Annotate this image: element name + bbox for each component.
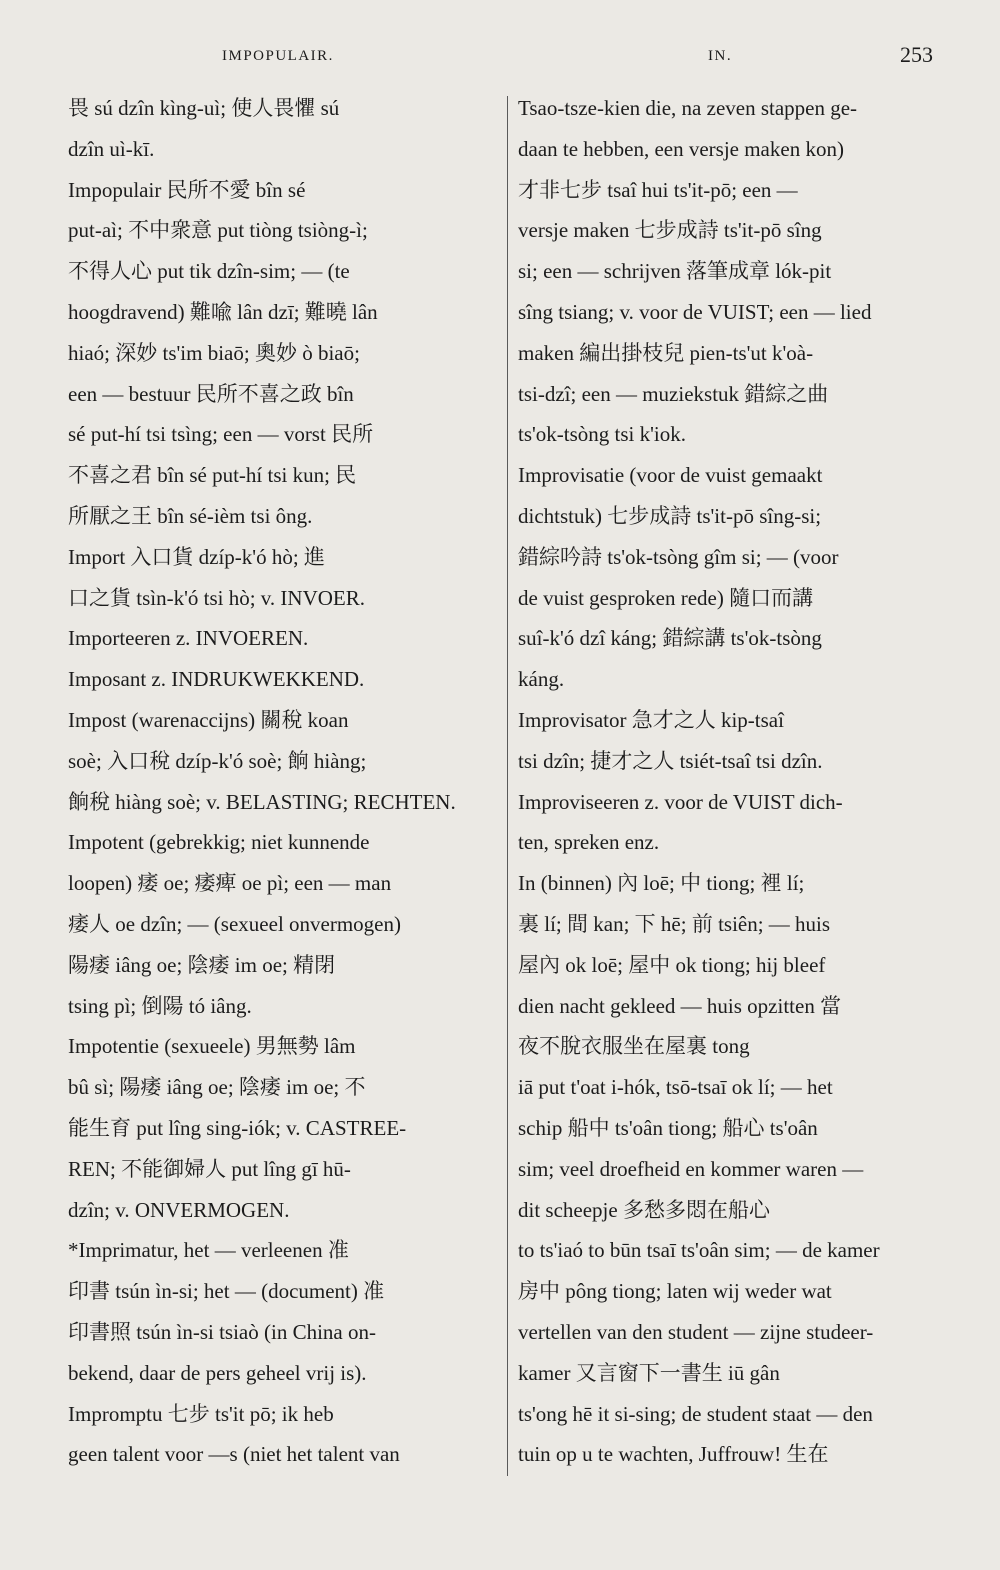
- right-column-line: 錯綜吟詩 ts'ok-tsòng gîm si; — (voor: [518, 544, 839, 569]
- left-column-line: 能生育 put lîng sing-iók; v. CASTREE-: [68, 1115, 407, 1140]
- left-column-line: tsing pì; 倒陽 tó iâng.: [68, 993, 252, 1018]
- right-column-line: ts'ok-tsòng tsi k'iok.: [518, 422, 686, 447]
- left-column-line: bû sì; 陽痿 iâng oe; 陰痿 im oe; 不: [68, 1075, 366, 1100]
- column-divider: [507, 96, 508, 1476]
- left-column-line: 畏 sú dzîn kìng-uì; 使人畏懼 sú: [68, 96, 340, 120]
- left-column-line: Impromptu 七步 ts'it pō; ik heb: [68, 1401, 334, 1426]
- right-column-line: 才非七步 tsaî hui ts'it-pō; een —: [518, 177, 798, 202]
- right-column-line: ts'ong hē it si-sing; de student staat — den: [518, 1401, 873, 1426]
- right-column-line: suî-k'ó dzî káng; 錯綜講 ts'ok-tsòng: [518, 626, 822, 651]
- right-column-line: dien nacht gekleed — huis opzitten 當: [518, 993, 842, 1018]
- left-column-line: 印書 tsún ìn-si; het — (document) 准: [68, 1279, 385, 1304]
- left-column-line: hiaó; 深妙 ts'im biaō; 奧妙 ò biaō;: [68, 340, 360, 365]
- right-column-line: kamer 又言窗下一書生 iū gân: [518, 1360, 780, 1385]
- left-column-line: geen talent voor —s (niet het talent van: [68, 1442, 400, 1467]
- right-column-line: versje maken 七步成詩 ts'it-pō sîng: [518, 218, 822, 243]
- left-column-line: 不得人心 put tik dzîn-sim; — (te: [68, 259, 350, 284]
- left-column: [68, 88, 498, 1475]
- right-column-line: vertellen van den student — zijne studeer-: [518, 1319, 874, 1344]
- left-column-line: dzîn uì-kī.: [68, 136, 155, 161]
- right-column-line: ten, spreken enz.: [518, 830, 660, 855]
- left-column-line: Import 入口貨 dzíp-k'ó hò; 進: [68, 544, 325, 569]
- left-column-line: 所厭之王 bîn sé-ièm tsi ông.: [68, 503, 313, 528]
- left-column-line: sé put-hí tsi tsìng; een — vorst 民所: [68, 422, 374, 447]
- left-column-line: Impotent (gebrekkig; niet kunnende: [68, 830, 370, 855]
- right-column: [518, 88, 948, 1475]
- right-column-line: de vuist gesproken rede) 隨口而講: [518, 585, 814, 610]
- left-column-line: put-aì; 不中衆意 put tiòng tsiòng-ì;: [68, 218, 368, 243]
- right-column-line: tuin op u te wachten, Juffrouw! 生在: [518, 1442, 829, 1467]
- right-column-line: dichtstuk) 七步成詩 ts'it-pō sîng-si;: [518, 503, 822, 528]
- right-column-line: schip 船中 ts'oân tiong; 船心 ts'oân: [518, 1115, 818, 1140]
- right-column-line: 夜不脫衣服坐在屋裏 tong: [518, 1034, 750, 1059]
- right-column-line: daan te hebben, een versje maken kon): [518, 136, 844, 161]
- right-header-word: IN.: [708, 48, 733, 64]
- right-column-line: maken 編出掛枝兒 pien-ts'ut k'oà-: [518, 340, 814, 365]
- left-column-line: loopen) 痿 oe; 痿痺 oe pì; een — man: [68, 871, 392, 896]
- left-column-line: 不喜之君 bîn sé put-hí tsi kun; 民: [68, 463, 357, 488]
- right-column-line: káng.: [518, 667, 565, 692]
- left-column-line: Imposant z. INDRUKWEKKEND.: [68, 667, 365, 692]
- left-column-line: 陽痿 iâng oe; 陰痿 im oe; 精閉: [68, 952, 336, 977]
- right-column-line: In (binnen) 內 loē; 中 tiong; 裡 lí;: [518, 871, 805, 896]
- left-column-line: soè; 入口稅 dzíp-k'ó soè; 餉 hiàng;: [68, 748, 367, 773]
- left-column-line: 餉稅 hiàng soè; v. BELASTING; RECHTEN.: [68, 789, 456, 814]
- right-column-line: iā put t'oat i-hók, tsō-tsaī ok lí; — het: [518, 1075, 833, 1100]
- left-column-line: Impopulair 民所不愛 bîn sé: [68, 177, 306, 202]
- left-column-line: Importeeren z. INVOEREN.: [68, 626, 309, 651]
- page-number: 253: [900, 42, 933, 67]
- left-column-line: 痿人 oe dzîn; — (sexueel onvermogen): [68, 911, 401, 936]
- left-column-line: Impotentie (sexueele) 男無勢 lâm: [68, 1034, 356, 1059]
- right-column-line: Improvisator 急才之人 kip-tsaî: [518, 707, 784, 732]
- right-column-line: tsi dzîn; 捷才之人 tsiét-tsaî tsi dzîn.: [518, 748, 823, 773]
- right-column-line: sîng tsiang; v. voor de VUIST; een — lied: [518, 299, 872, 324]
- left-column-line: REN; 不能御婦人 put lîng gī hū-: [68, 1156, 351, 1181]
- left-column-line: hoogdravend) 難喩 lân dzī; 難曉 lân: [68, 299, 378, 324]
- left-column-line: 印書照 tsún ìn-si tsiaò (in China on-: [68, 1319, 376, 1344]
- running-head: [0, 44, 1000, 74]
- right-column-line: sim; veel droefheid en kommer waren —: [518, 1156, 864, 1181]
- left-column-line: dzîn; v. ONVERMOGEN.: [68, 1197, 290, 1222]
- right-column-line: si; een — schrijven 落筆成章 lók-pit: [518, 259, 832, 284]
- right-column-line: dit scheepje 多愁多悶在船心: [518, 1197, 770, 1222]
- left-column-line: *Imprimatur, het — verleenen 准: [68, 1238, 349, 1263]
- right-column-line: Improviseeren z. voor de VUIST dich-: [518, 789, 843, 814]
- right-column-line: 屋內 ok loē; 屋中 ok tiong; hij bleef: [518, 952, 826, 977]
- right-column-line: 房中 pông tiong; laten wij weder wat: [518, 1279, 832, 1304]
- left-header-word: IMPOPULAIR.: [222, 48, 334, 64]
- right-column-line: Improvisatie (voor de vuist gemaakt: [518, 463, 823, 488]
- left-column-line: Impost (warenaccijns) 關稅 koan: [68, 707, 349, 732]
- right-column-line: Tsao-tsze-kien die, na zeven stappen ge-: [518, 96, 858, 120]
- left-column-line: 口之貨 tsìn-k'ó tsi hò; v. INVOER.: [68, 585, 366, 610]
- right-column-line: to ts'iaó to būn tsaī ts'oân sim; — de kamer: [518, 1238, 880, 1263]
- left-column-line: bekend, daar de pers geheel vrij is).: [68, 1360, 367, 1385]
- left-column-line: een — bestuur 民所不喜之政 bîn: [68, 381, 354, 406]
- right-column-line: tsi-dzî; een — muziekstuk 錯綜之曲: [518, 381, 829, 406]
- right-column-line: 裏 lí; 間 kan; 下 hē; 前 tsiên; — huis: [518, 911, 831, 936]
